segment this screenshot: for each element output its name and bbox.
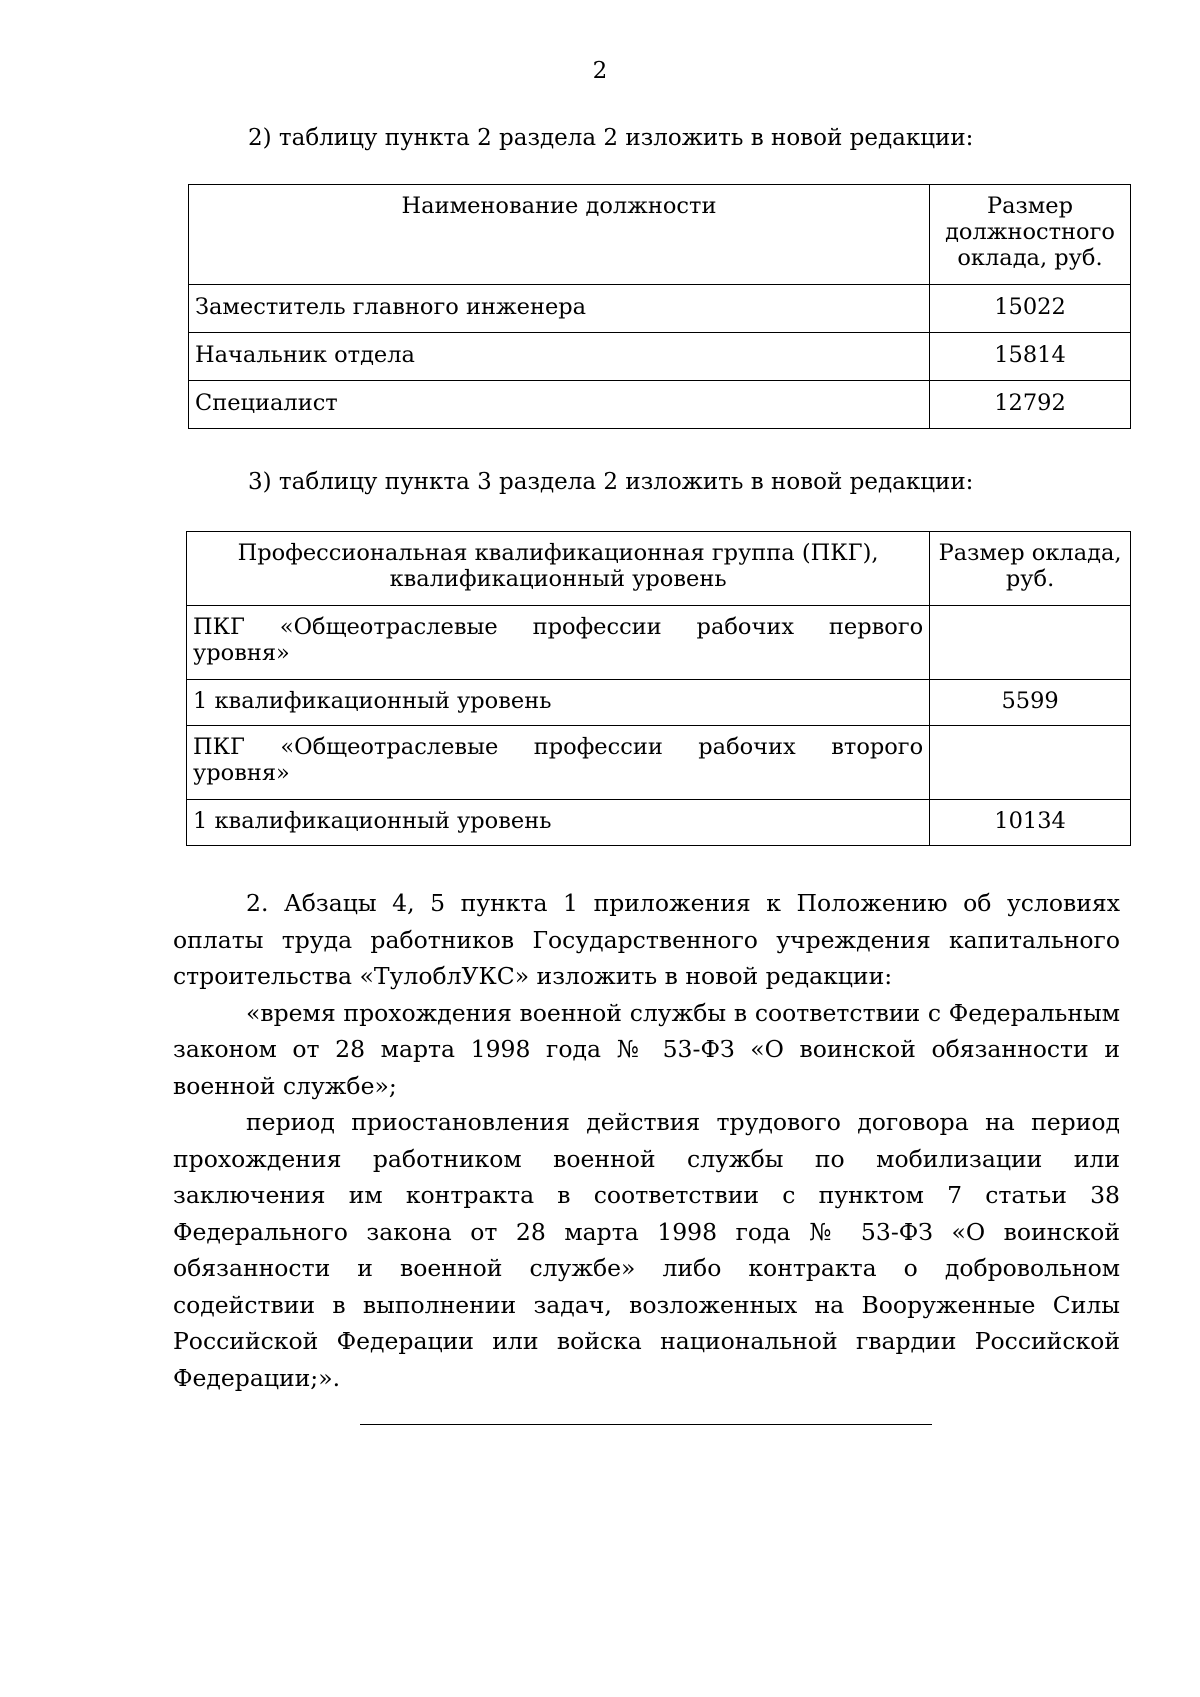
position-cell: Заместитель главного инженера [189, 285, 930, 333]
table-row [187, 726, 1131, 800]
group-name-line-2: уровня» [193, 640, 290, 666]
salary-cell: 15814 [930, 333, 1131, 381]
table-row [189, 381, 1131, 429]
position-cell: Специалист [189, 381, 930, 429]
header-salary: Размер должностного оклада, руб. [930, 185, 1131, 285]
paragraph-military-service: «время прохождения военной службы в соответствии с Федеральным законом от 28 марта 1998 года № 53-ФЗ «О воинской обязанности и военной службе»; [173, 998, 1120, 1100]
salary-cell: 10134 [930, 800, 1131, 846]
salary-cell: 12792 [930, 381, 1131, 429]
group-cell [187, 606, 930, 680]
item-2-intro: 2) таблицу пункта 2 раздела 2 изложить в новой редакции: [248, 125, 974, 151]
level-cell: 1 квалификационный уровень [187, 680, 930, 726]
salary-cell [930, 606, 1131, 680]
group-name-line-2: уровня» [193, 760, 290, 786]
table-header-row [187, 532, 1131, 606]
body-text [173, 885, 1120, 1396]
closing-rule [360, 1424, 932, 1425]
salary-table-positions [188, 184, 1131, 429]
table-header-row [189, 185, 1131, 285]
header-group: Профессиональная квалификационная группа (ПКГ), квалификационный уровень [187, 532, 930, 606]
header-position: Наименование должности [189, 185, 930, 285]
level-cell: 1 квалификационный уровень [187, 800, 930, 846]
group-name-line-1: ПКГ «Общеотраслевые профессии рабочих первого [193, 614, 924, 640]
table-row [187, 606, 1131, 680]
page-number: 2 [592, 58, 608, 84]
paragraph-contract-suspension: период приостановления действия трудового договора на период прохождения работником военной службы по мобилизации или заключения им контракта в соответствии с пунктом 7 статьи 38 Федерального закона от 28 марта 1998 года № 53-ФЗ «О воинской обязанности и военной службе» либо контракта о добровольном содействии в выполнении задач, возложенных на Вооруженные Силы Российской Федерации или войска национальной гвардии Российской Федерации;». [173, 1108, 1120, 1392]
table-row [189, 333, 1131, 381]
salary-cell [930, 726, 1131, 800]
table-row [189, 285, 1131, 333]
position-cell: Начальник отдела [189, 333, 930, 381]
paragraph-2: 2. Абзацы 4, 5 пункта 1 приложения к Положению об условиях оплаты труда работников Государственного учреждения капитального строительства «ТулоблУКС» изложить в новой редакции: [173, 889, 1120, 990]
table-row [187, 800, 1131, 846]
table-row [187, 680, 1131, 726]
group-name-line-1: ПКГ «Общеотраслевые профессии рабочих второго [193, 734, 924, 760]
group-cell [187, 726, 930, 800]
salary-cell: 15022 [930, 285, 1131, 333]
salary-cell: 5599 [930, 680, 1131, 726]
salary-table-groups [186, 531, 1131, 846]
header-salary: Размер оклада, руб. [930, 532, 1131, 606]
item-3-intro: 3) таблицу пункта 3 раздела 2 изложить в новой редакции: [248, 469, 974, 495]
